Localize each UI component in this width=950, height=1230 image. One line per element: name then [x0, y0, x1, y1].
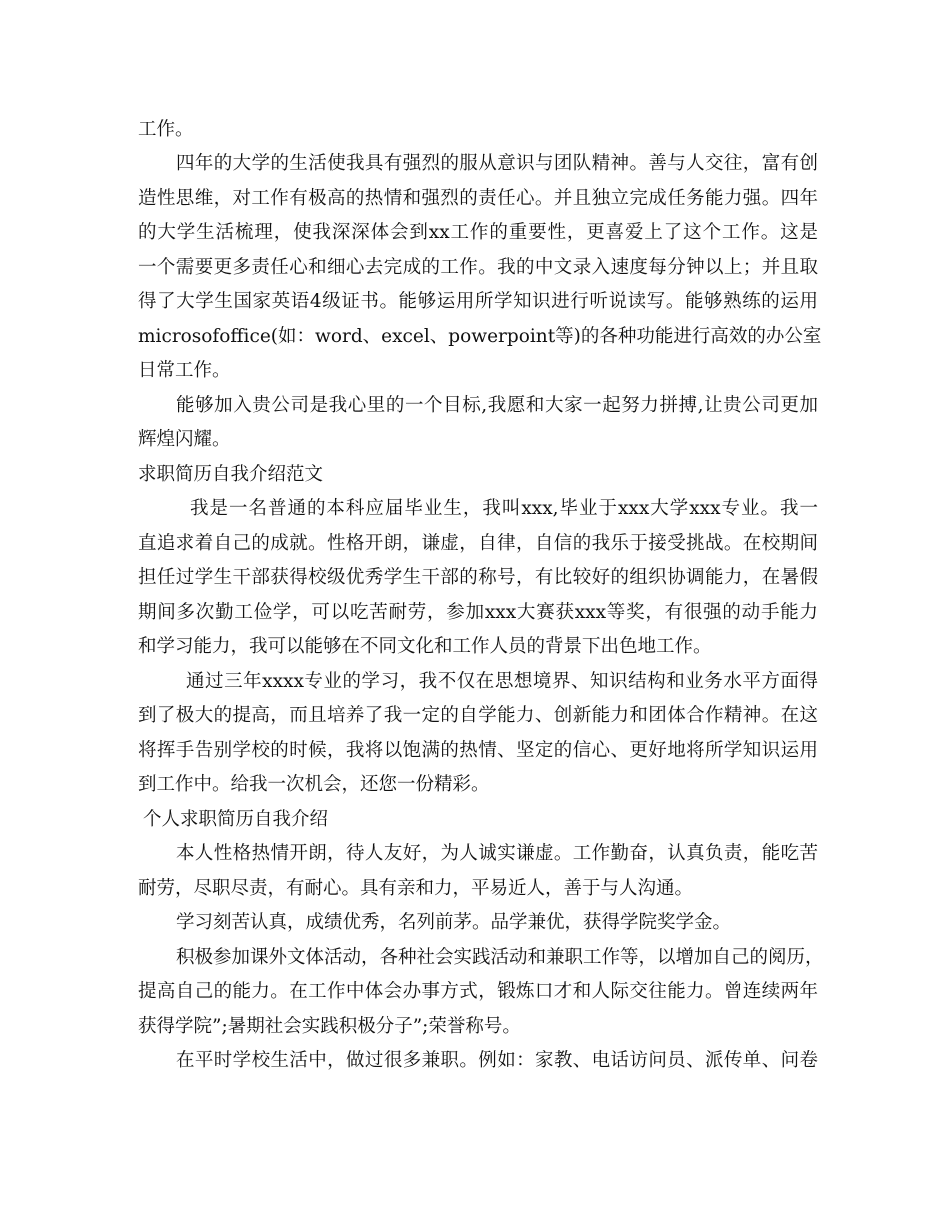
text-line: 到了极大的提高，而且培养了我一定的自学能力、创新能力和团体合作精神。在这 [138, 705, 818, 726]
text-line: 我是一名普通的本科应届毕业生，我叫xxx,毕业于xxx大学xxx专业。我一 [190, 498, 818, 519]
text-line: 获得学院”;暑期社会实践积极分子”;荣誉称号。 [138, 1016, 521, 1037]
text-line: 一个需要更多责任心和细心去完成的工作。我的中文录入速度每分钟以上；并且取 [138, 257, 818, 278]
text-line: microsofoffice(如：word、excel、powerpoint等)的各种功能进行高效的办公室 [138, 326, 822, 347]
text-line: 直追求着自己的成就。性格开朗，谦虚，自律，自信的我乐于接受挑战。在校期间 [138, 533, 818, 554]
text-line: 学习刻苦认真，成绩优秀，名列前茅。品学兼优，获得学院奖学金。 [176, 912, 732, 933]
text-line: 提高自己的能力。在工作中体会办事方式，锻炼口才和人际交往能力。曾连续两年 [138, 981, 818, 1002]
text-line: 积极参加课外文体活动，各种社会实践活动和兼职工作等，以增加自己的阅历， [176, 947, 824, 968]
text-line: 工作。 [138, 119, 194, 140]
text-line: 和学习能力，我可以能够在不同文化和工作人员的背景下出色地工作。 [138, 636, 712, 657]
text-line: 通过三年xxxx专业的学习，我不仅在思想境界、知识结构和业务水平方面得 [186, 671, 818, 692]
text-line: 本人性格热情开朗，待人友好，为人诚实谦虚。工作勤奋，认真负责，能吃苦 [176, 843, 818, 864]
text-line: 将挥手告别学校的时候，我将以饱满的热情、坚定的信心、更好地将所学知识运用 [138, 740, 818, 761]
text-line: 造性思维，对工作有极高的热情和强烈的责任心。并且独立完成任务能力强。四年 [138, 188, 818, 209]
text-line: 担任过学生干部获得校级优秀学生干部的称号，有比较好的组织协调能力，在暑假 [138, 567, 818, 588]
text-line: 在平时学校生活中，做过很多兼职。例如：家教、电话访问员、派传单、问卷 [176, 1050, 818, 1071]
text-line: 日常工作。 [138, 360, 231, 381]
text-line: 的大学生活梳理，使我深深体会到xx工作的重要性，更喜爱上了这个工作。这是 [138, 222, 818, 243]
section-heading: 求职简历自我介绍范文 [138, 464, 324, 485]
text-line: 四年的大学的生活使我具有强烈的服从意识与团队精神。善与人交往，富有创 [176, 153, 818, 174]
text-line: 到工作中。给我一次机会，还您一份精彩。 [138, 774, 490, 795]
text-line: 能够加入贵公司是我心里的一个目标,我愿和大家一起努力拼搏,让贵公司更加 [176, 395, 818, 416]
text-line: 期间多次勤工俭学，可以吃苦耐劳，参加xxx大赛获xxx等奖，有很强的动手能力 [138, 602, 818, 623]
section-heading: 个人求职简历自我介绍 [143, 809, 329, 830]
text-line: 辉煌闪耀。 [138, 429, 231, 450]
text-line: 得了大学生国家英语4级证书。能够运用所学知识进行听说读写。能够熟练的运用 [138, 291, 818, 312]
text-line: 耐劳，尽职尽责，有耐心。具有亲和力，平易近人，善于与人沟通。 [138, 878, 694, 899]
